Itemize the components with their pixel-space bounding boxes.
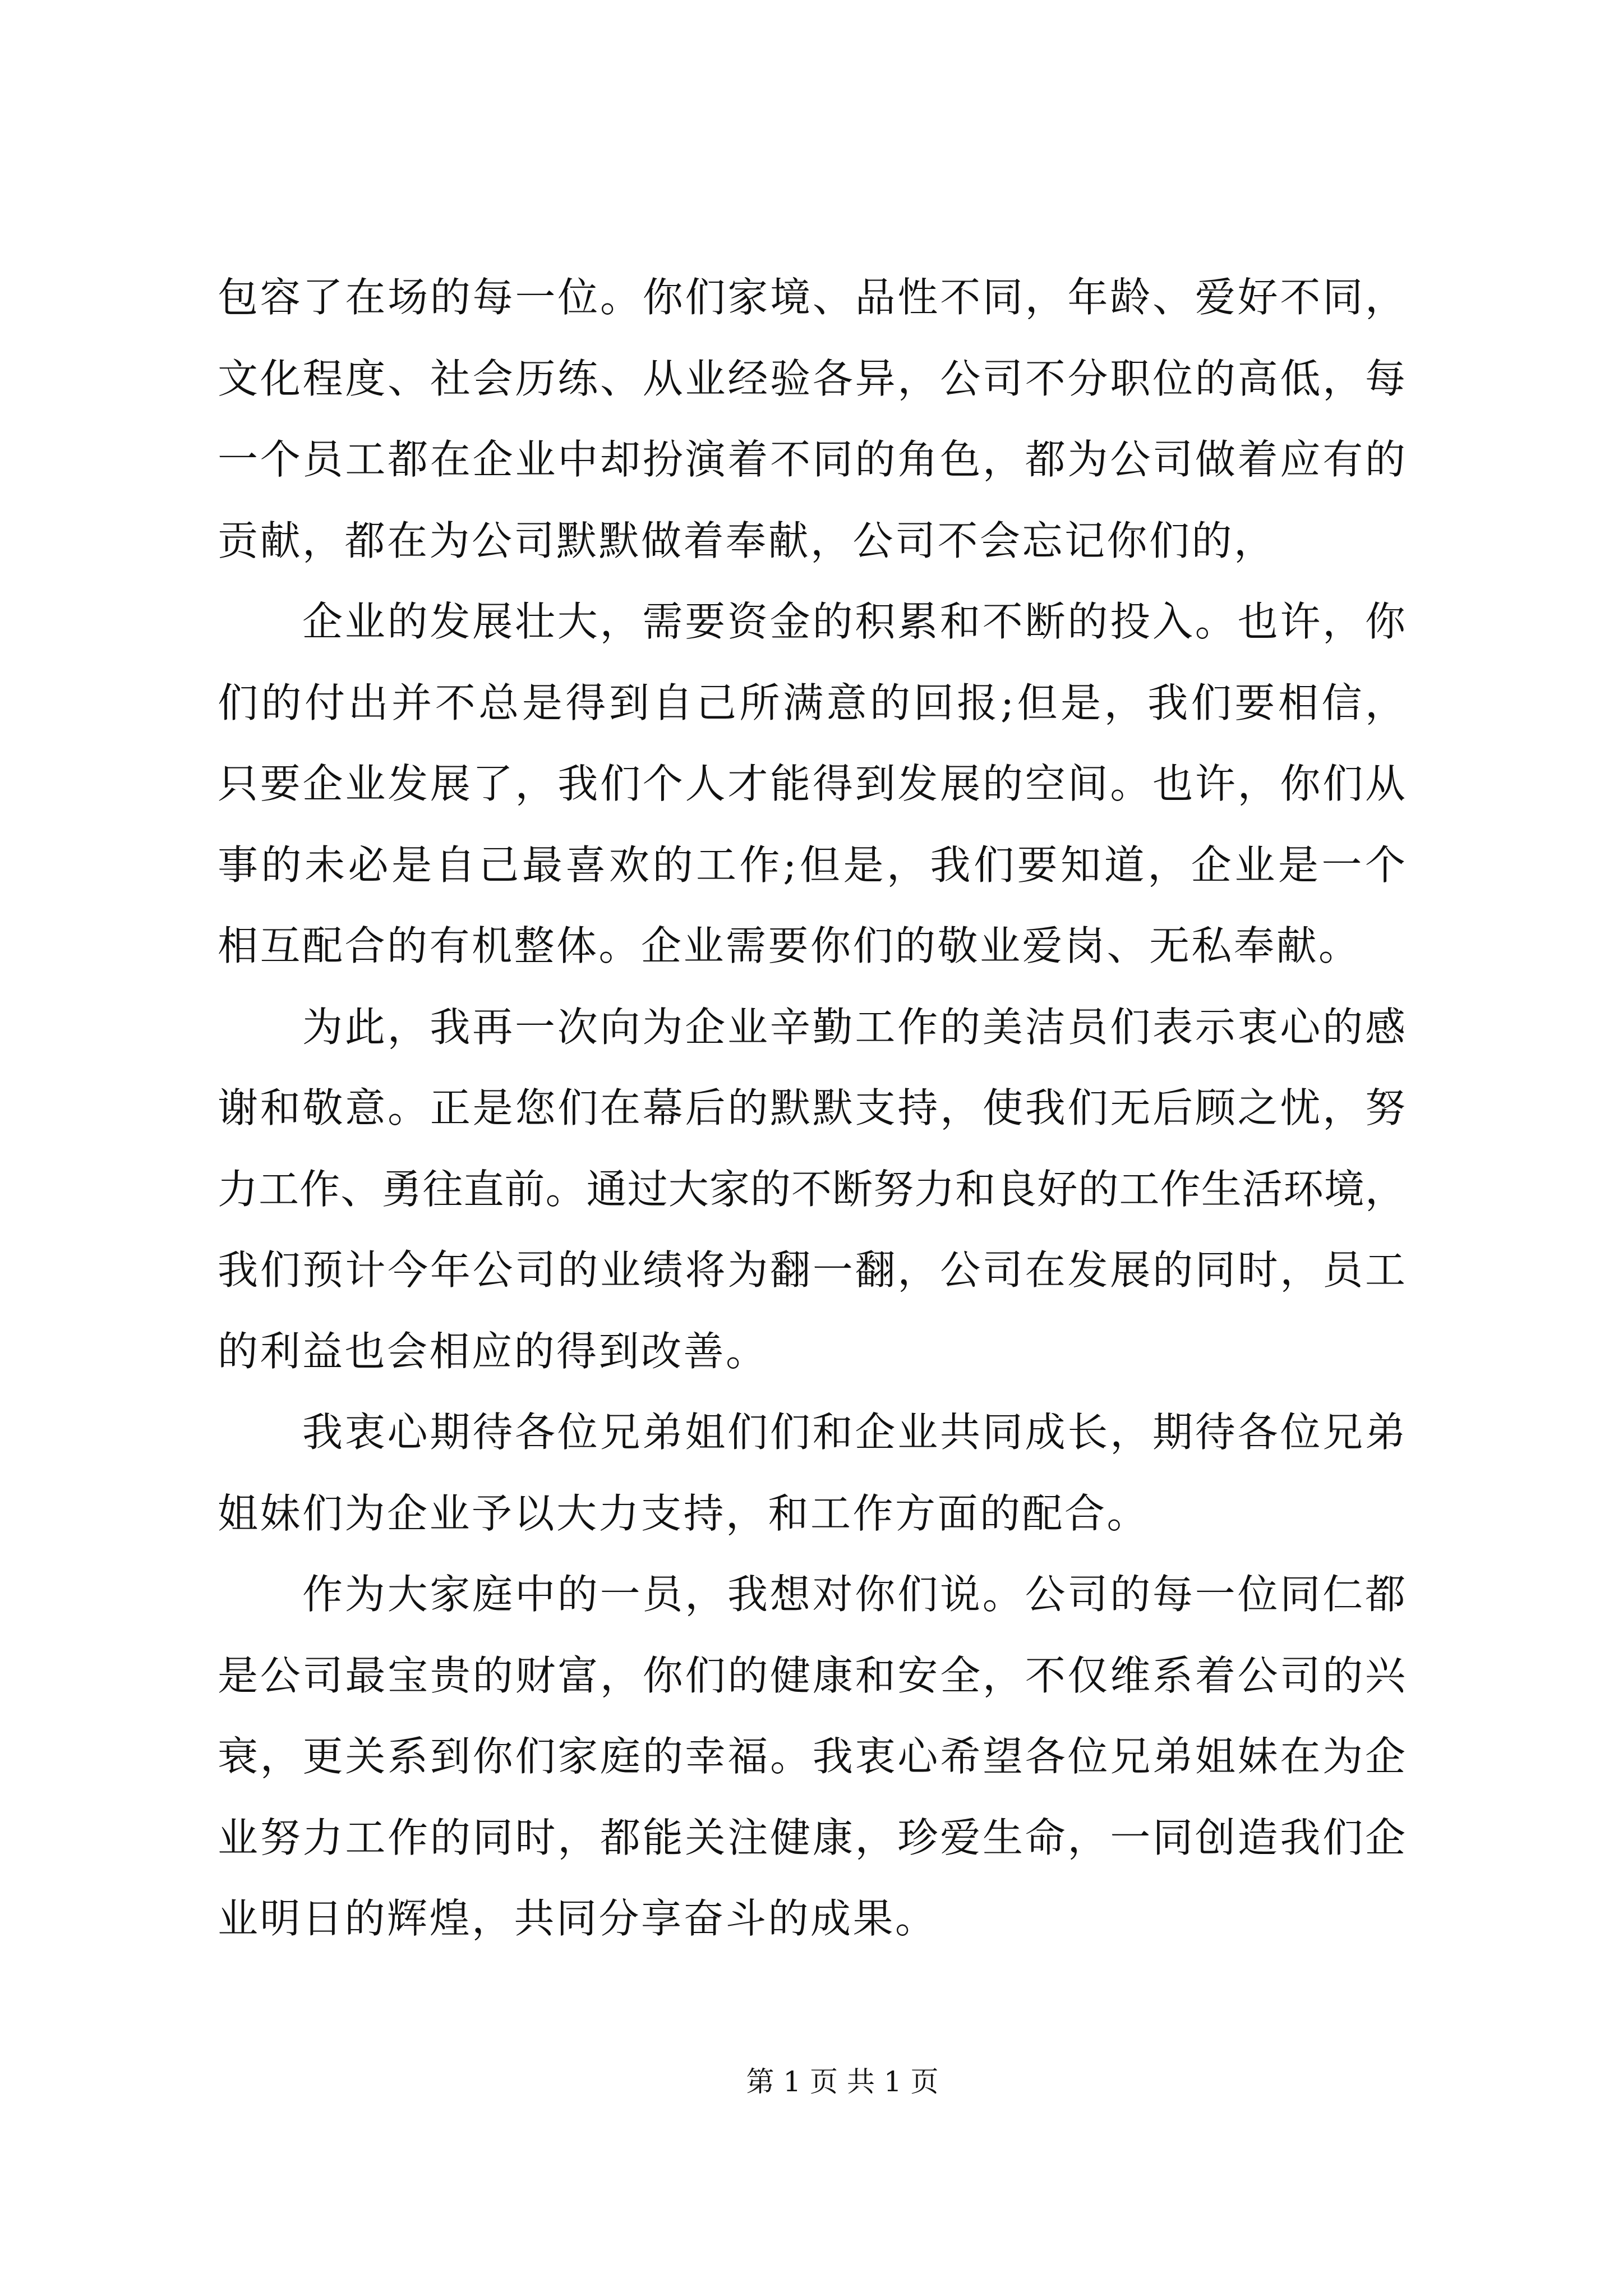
text-line: 姐妹们为企业予以大力支持，和工作方面的配合。 bbox=[218, 1489, 1150, 1537]
text-line: 力工作、勇往直前。通过大家的不断努力和良好的工作生活环境， bbox=[218, 1165, 1405, 1213]
paragraph-2 bbox=[218, 581, 1405, 987]
page-footer: 第 1 页 共 1 页 bbox=[746, 2065, 939, 2098]
paragraph-1 bbox=[218, 257, 1405, 581]
text-line: 包容了在场的每一位。你们家境、品性不同，年龄、爱好不同， bbox=[218, 274, 1405, 321]
paragraph-4 bbox=[218, 1392, 1405, 1554]
text-line: 的利益也会相应的得到改善。 bbox=[218, 1327, 768, 1375]
text-line: 衰，更关系到你们家庭的幸福。我衷心希望各位兄弟姐妹在为企 bbox=[218, 1733, 1405, 1780]
text-line: 企业的发展壮大，需要资金的积累和不断的投入。也许，你 bbox=[302, 598, 1405, 645]
text-line: 是公司最宝贵的财富，你们的健康和安全，不仅维系着公司的兴 bbox=[218, 1651, 1405, 1699]
text-line: 我们预计今年公司的业绩将为翻一翻，公司在发展的同时，员工 bbox=[218, 1246, 1405, 1294]
body-text bbox=[218, 257, 1405, 1959]
text-line: 业努力工作的同时，都能关注健康，珍爱生命，一同创造我们企 bbox=[218, 1814, 1405, 1861]
text-line: 只要企业发展了，我们个人才能得到发展的空间。也许，你们从 bbox=[218, 760, 1405, 807]
text-line: 为此，我再一次向为企业辛勤工作的美洁员们表示衷心的感 bbox=[302, 1003, 1405, 1051]
text-line: 贡献，都在为公司默默做着奉献，公司不会忘记你们的， bbox=[218, 517, 1276, 564]
text-line: 事的未必是自己最喜欢的工作;但是，我们要知道，企业是一个 bbox=[218, 841, 1405, 889]
paragraph-5 bbox=[218, 1554, 1405, 1959]
text-line: 一个员工都在企业中却扮演着不同的角色，都为公司做着应有的 bbox=[218, 436, 1405, 483]
text-line: 们的付出并不总是得到自己所满意的回报;但是，我们要相信， bbox=[218, 679, 1405, 726]
text-line: 业明日的辉煌，共同分享奋斗的成果。 bbox=[218, 1895, 938, 1942]
text-line: 作为大家庭中的一员，我想对你们说。公司的每一位同仁都 bbox=[302, 1571, 1405, 1618]
paragraph-3 bbox=[218, 987, 1405, 1392]
text-line: 文化程度、社会历练、从业经验各异，公司不分职位的高低，每 bbox=[218, 355, 1405, 402]
text-line: 我衷心期待各位兄弟姐们们和企业共同成长，期待各位兄弟 bbox=[302, 1409, 1405, 1456]
text-line: 相互配合的有机整体。企业需要你们的敬业爱岗、无私奉献。 bbox=[218, 922, 1361, 969]
text-line: 谢和敬意。正是您们在幕后的默默支持，使我们无后顾之忧，努 bbox=[218, 1084, 1405, 1131]
